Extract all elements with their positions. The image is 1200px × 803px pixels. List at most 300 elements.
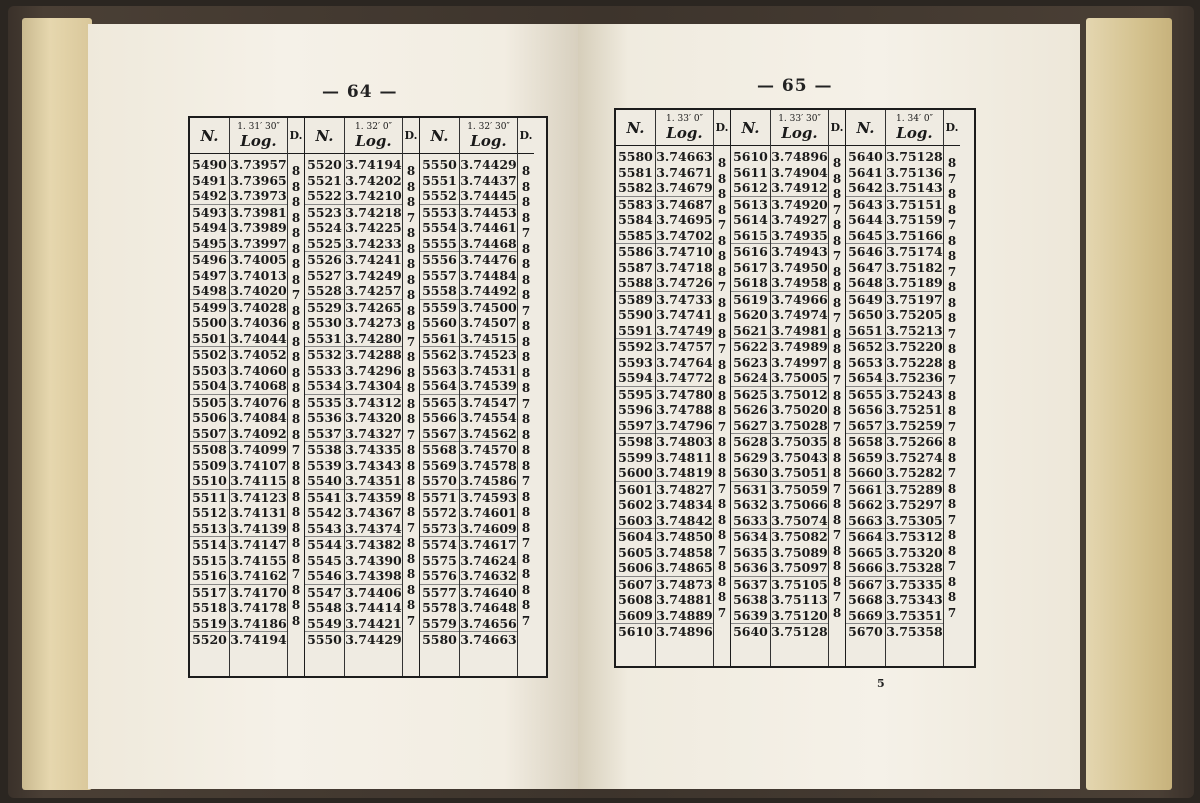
difference-cell: 8 [717, 512, 727, 527]
log-cell: 3.74578 [460, 457, 517, 473]
log-cell: 3.74265 [345, 299, 402, 315]
difference-cell: 8 [717, 202, 727, 217]
number-cell: 5607 [618, 576, 653, 592]
number-cell: 5610 [618, 624, 653, 639]
number-cell: 5521 [307, 172, 342, 188]
log-column [230, 118, 288, 676]
number-cell: 5625 [733, 386, 768, 402]
log-cell: 3.74099 [230, 442, 287, 457]
difference-cell: 7 [521, 536, 531, 550]
number-cell: 5555 [420, 236, 459, 253]
difference-column [944, 110, 960, 666]
number-cell: 5573 [420, 521, 459, 538]
log-cell: 3.74889 [656, 607, 713, 623]
number-cell: 5540 [305, 473, 344, 490]
difference-cell: 8 [832, 357, 842, 372]
difference-cell: 8 [291, 241, 301, 256]
log-cell: 3.74624 [460, 552, 517, 568]
log-cell: 3.74225 [345, 220, 402, 235]
number-cell: 5498 [190, 283, 229, 300]
log-cell: 3.74679 [656, 180, 713, 195]
log-cell: 3.74202 [345, 172, 402, 188]
difference-cell: 8 [406, 288, 416, 302]
log-cell: 3.74013 [230, 267, 287, 283]
log-cell: 3.75066 [771, 497, 828, 512]
log-cell: 3.74194 [345, 157, 402, 172]
log-cell: 3.74757 [656, 339, 713, 354]
number-cell: 5553 [422, 204, 457, 220]
log-header [230, 118, 287, 154]
number-cell: 5596 [618, 402, 653, 417]
table-column-group [846, 110, 960, 666]
log-cell: 3.74155 [230, 552, 287, 568]
number-cell: 5527 [307, 267, 342, 283]
difference-cell: 8 [717, 450, 727, 465]
difference-cell: 8 [406, 179, 416, 194]
number-cell: 5579 [420, 616, 459, 633]
log-cell: 3.75082 [771, 529, 828, 544]
log-cell: 3.74547 [460, 394, 517, 410]
n-header-label: N. [626, 118, 645, 137]
log-cell: 3.74632 [460, 568, 517, 583]
difference-cell: 7 [832, 419, 842, 434]
difference-cell: 8 [717, 528, 727, 542]
log-column [656, 110, 714, 666]
log-cell: 3.75259 [886, 417, 943, 433]
difference-cell: 7 [947, 512, 957, 527]
number-cell: 5533 [307, 362, 342, 378]
log-cell: 3.74842 [656, 512, 713, 528]
n-header [420, 118, 459, 154]
log-cell: 3.74958 [771, 275, 828, 290]
difference-cell: 8 [832, 187, 842, 201]
difference-cell: 8 [521, 210, 531, 225]
log-cell: 3.75097 [771, 560, 828, 575]
difference-cell: 8 [832, 404, 842, 418]
number-cell: 5610 [733, 149, 768, 164]
number-cell: 5631 [733, 481, 768, 497]
number-cell: 5551 [422, 172, 457, 188]
number-cell: 5495 [190, 236, 229, 253]
number-cell: 5608 [618, 592, 653, 607]
number-cell: 5580 [618, 149, 653, 164]
log-cell: 3.74796 [656, 417, 713, 433]
number-cell: 5586 [618, 244, 653, 259]
number-cell: 5659 [848, 449, 883, 465]
number-column [846, 110, 886, 666]
difference-cell: 8 [717, 264, 727, 279]
log-cell: 3.74476 [460, 252, 517, 267]
difference-cell: 8 [521, 412, 531, 426]
number-cell: 5534 [305, 378, 344, 395]
log-cell: 3.74437 [460, 172, 517, 188]
difference-cell: 8 [832, 574, 842, 589]
number-cell: 5507 [190, 426, 229, 443]
number-cell: 5536 [307, 410, 342, 425]
number-cell: 5575 [422, 552, 457, 568]
number-cell: 5563 [422, 362, 457, 378]
log-cell: 3.74492 [460, 283, 517, 298]
log-cell: 3.74429 [345, 632, 402, 647]
difference-cell: 7 [947, 466, 957, 480]
difference-cell: 8 [832, 264, 842, 279]
number-cell: 5539 [307, 457, 342, 473]
log-column [345, 118, 403, 676]
difference-cell: 8 [832, 543, 842, 558]
log-cell: 3.74233 [345, 235, 402, 251]
difference-cell: 8 [832, 559, 842, 573]
log-cell: 3.74241 [345, 252, 402, 267]
difference-cell: 8 [717, 295, 727, 310]
difference-cell: 8 [406, 551, 416, 566]
number-cell: 5651 [846, 323, 885, 340]
log-cell: 3.74068 [230, 378, 287, 393]
difference-cell: 8 [406, 164, 416, 178]
difference-cell: 8 [717, 574, 727, 589]
log-cell: 3.74273 [345, 315, 402, 330]
difference-cell: 8 [947, 249, 957, 263]
number-cell: 5506 [192, 410, 227, 425]
log-cell: 3.74896 [656, 624, 713, 639]
number-cell: 5600 [616, 465, 655, 482]
number-cell: 5503 [192, 362, 227, 378]
log-header-label: Log. [355, 131, 392, 150]
difference-cell: 7 [947, 171, 957, 186]
difference-cell: 7 [521, 226, 531, 240]
number-cell: 5516 [190, 568, 229, 585]
difference-cell: 8 [291, 598, 301, 612]
number-cell: 5592 [618, 339, 653, 354]
n-header [846, 110, 885, 146]
log-cell: 3.74803 [656, 434, 713, 449]
number-cell: 5576 [420, 568, 459, 585]
difference-cell: 8 [291, 164, 301, 178]
log-header [460, 118, 517, 154]
n-header-label: N. [741, 118, 760, 137]
log-cell: 3.74687 [656, 196, 713, 212]
number-cell: 5544 [307, 537, 342, 552]
log-cell: 3.74320 [345, 410, 402, 425]
difference-cell: 8 [832, 171, 842, 186]
number-cell: 5514 [192, 537, 227, 552]
number-cell: 5597 [616, 418, 655, 435]
log-cell: 3.75051 [771, 465, 828, 480]
d-header [518, 118, 534, 154]
log-cell: 3.74858 [656, 544, 713, 560]
number-cell: 5640 [733, 624, 768, 639]
log-cell: 3.74257 [345, 283, 402, 298]
difference-cell: 8 [521, 241, 531, 256]
number-cell: 5639 [731, 608, 770, 625]
difference-cell: 8 [717, 187, 727, 201]
difference-cell: 8 [291, 427, 301, 442]
number-cell: 5640 [848, 149, 883, 164]
difference-cell: 8 [291, 520, 301, 535]
number-cell: 5669 [846, 608, 885, 625]
difference-cell: 7 [291, 567, 301, 581]
number-cell: 5543 [305, 521, 344, 538]
number-cell: 5522 [305, 188, 344, 205]
log-cell: 3.74414 [345, 600, 402, 615]
difference-cell: 7 [832, 373, 842, 387]
log-cell: 3.75159 [886, 212, 943, 227]
difference-cell: 8 [521, 458, 531, 473]
log-cell: 3.74515 [460, 330, 517, 346]
number-cell: 5599 [618, 449, 653, 465]
log-cell: 3.74028 [230, 299, 287, 315]
log-cell: 3.74554 [460, 410, 517, 425]
number-column [420, 118, 460, 676]
difference-cell: 8 [521, 598, 531, 612]
number-cell: 5611 [733, 164, 768, 180]
log-cell: 3.74162 [230, 568, 287, 583]
d-header-label: D. [945, 121, 959, 134]
angle-label: 1. 33′ 30″ [778, 113, 821, 124]
difference-cell: 8 [406, 598, 416, 612]
log-cell: 3.74107 [230, 457, 287, 473]
log-cell: 3.75274 [886, 449, 943, 465]
log-cell: 3.74974 [771, 307, 828, 322]
number-cell: 5490 [192, 157, 227, 172]
log-cell: 3.74147 [230, 537, 287, 552]
number-cell: 5616 [733, 244, 768, 259]
log-cell: 3.75012 [771, 386, 828, 402]
log-cell: 3.74827 [656, 481, 713, 497]
log-cell: 3.75289 [886, 481, 943, 497]
number-cell: 5501 [190, 331, 229, 348]
number-cell: 5623 [733, 354, 768, 370]
difference-cell: 8 [406, 505, 416, 519]
difference-column [714, 110, 730, 666]
log-header-label: Log. [666, 123, 703, 142]
log-cell: 3.74671 [656, 164, 713, 180]
number-cell: 5572 [422, 505, 457, 520]
number-cell: 5561 [420, 331, 459, 348]
number-cell: 5564 [420, 378, 459, 395]
log-cell: 3.75343 [886, 592, 943, 607]
log-cell: 3.75166 [886, 227, 943, 243]
difference-cell: 8 [406, 567, 416, 581]
log-header [886, 110, 943, 146]
log-cell: 3.74531 [460, 362, 517, 378]
difference-cell: 8 [406, 257, 416, 271]
n-header [190, 118, 229, 154]
log-cell: 3.74741 [656, 307, 713, 322]
log-cell: 3.74912 [771, 180, 828, 195]
difference-cell: 7 [406, 520, 416, 535]
number-cell: 5646 [848, 244, 883, 259]
number-cell: 5532 [307, 347, 342, 362]
log-cell: 3.75305 [886, 512, 943, 528]
log-cell: 3.74453 [460, 204, 517, 220]
number-cell: 5505 [192, 394, 227, 410]
log-cell: 3.75005 [771, 370, 828, 385]
table-column-group [420, 118, 534, 676]
d-header [714, 110, 730, 146]
difference-cell: 8 [947, 574, 957, 589]
log-cell: 3.74304 [345, 378, 402, 393]
number-cell: 5569 [422, 457, 457, 473]
n-header [305, 118, 344, 154]
difference-cell: 8 [947, 311, 957, 325]
difference-cell: 7 [832, 311, 842, 325]
difference-cell: 8 [406, 474, 416, 488]
number-cell: 5531 [305, 331, 344, 348]
difference-cell: 7 [947, 373, 957, 387]
number-cell: 5529 [307, 299, 342, 315]
difference-cell: 8 [521, 551, 531, 566]
difference-cell: 8 [291, 505, 301, 519]
difference-cell: 8 [521, 195, 531, 209]
log-cell: 3.74539 [460, 378, 517, 393]
difference-cell: 8 [947, 202, 957, 217]
log-cell: 3.74663 [656, 149, 713, 164]
number-cell: 5496 [192, 252, 227, 267]
log-cell: 3.74570 [460, 442, 517, 457]
number-cell: 5574 [422, 537, 457, 552]
difference-cell: 8 [717, 404, 727, 418]
difference-cell: 8 [717, 357, 727, 372]
log-cell: 3.74523 [460, 347, 517, 362]
difference-cell: 8 [521, 443, 531, 457]
number-cell: 5632 [733, 497, 768, 512]
number-cell: 5624 [731, 370, 770, 387]
log-cell: 3.74507 [460, 315, 517, 330]
number-cell: 5606 [616, 560, 655, 577]
number-cell: 5648 [846, 275, 885, 292]
log-table-left [188, 116, 548, 678]
d-header-label: D. [715, 121, 729, 134]
table-column-group [616, 110, 731, 666]
log-cell: 3.75028 [771, 417, 828, 433]
log-cell: 3.74131 [230, 505, 287, 520]
d-header-label: D. [289, 129, 303, 142]
difference-cell: 8 [521, 365, 531, 380]
number-cell: 5513 [190, 521, 229, 538]
log-cell: 3.73957 [230, 157, 287, 172]
log-cell: 3.74036 [230, 315, 287, 330]
difference-cell: 8 [406, 241, 416, 256]
number-cell: 5589 [618, 291, 653, 307]
log-cell: 3.75120 [771, 607, 828, 623]
number-cell: 5617 [733, 259, 768, 275]
difference-cell: 8 [521, 489, 531, 504]
number-cell: 5535 [307, 394, 342, 410]
log-cell: 3.74819 [656, 465, 713, 480]
difference-cell: 8 [406, 226, 416, 240]
number-cell: 5519 [190, 616, 229, 633]
number-cell: 5658 [848, 434, 883, 449]
table-column-group [731, 110, 846, 666]
number-cell: 5510 [190, 473, 229, 490]
log-cell: 3.75105 [771, 576, 828, 592]
number-cell: 5545 [307, 552, 342, 568]
difference-cell: 8 [406, 412, 416, 426]
difference-cell: 8 [521, 505, 531, 519]
angle-label: 1. 33′ 0″ [666, 113, 703, 124]
log-cell: 3.74764 [656, 354, 713, 370]
log-cell: 3.74390 [345, 552, 402, 568]
difference-cell: 8 [291, 613, 301, 628]
d-header-label: D. [519, 129, 533, 142]
number-cell: 5588 [616, 275, 655, 292]
difference-cell: 7 [521, 303, 531, 318]
difference-cell: 8 [291, 474, 301, 488]
log-cell: 3.74005 [230, 252, 287, 267]
log-cell: 3.75328 [886, 560, 943, 575]
difference-cell: 7 [832, 590, 842, 604]
difference-cell: 8 [832, 388, 842, 403]
difference-cell: 7 [832, 528, 842, 542]
difference-cell: 8 [406, 365, 416, 380]
log-cell: 3.74115 [230, 473, 287, 488]
log-cell: 3.75182 [886, 259, 943, 275]
number-cell: 5662 [848, 497, 883, 512]
difference-cell: 8 [521, 179, 531, 194]
log-header-label: Log. [781, 123, 818, 142]
difference-cell: 8 [291, 412, 301, 426]
number-cell: 5558 [420, 283, 459, 300]
difference-cell: 8 [406, 582, 416, 597]
difference-cell: 7 [291, 443, 301, 457]
difference-cell: 8 [947, 528, 957, 542]
difference-cell: 8 [291, 381, 301, 395]
log-cell: 3.75151 [886, 196, 943, 212]
number-cell: 5565 [422, 394, 457, 410]
number-cell: 5550 [307, 632, 342, 647]
page-edges-right [1086, 18, 1172, 790]
log-cell: 3.74468 [460, 235, 517, 251]
log-header-label: Log. [896, 123, 933, 142]
number-cell: 5518 [192, 600, 227, 615]
log-cell: 3.74562 [460, 425, 517, 441]
number-cell: 5538 [307, 442, 342, 457]
number-cell: 5645 [846, 228, 885, 245]
difference-cell: 8 [521, 319, 531, 333]
number-cell: 5656 [848, 402, 883, 417]
log-cell: 3.74484 [460, 267, 517, 283]
number-cell: 5584 [618, 212, 653, 227]
number-cell: 5643 [848, 196, 883, 212]
log-cell: 3.75128 [771, 624, 828, 639]
difference-cell: 8 [291, 334, 301, 349]
log-cell: 3.74092 [230, 425, 287, 441]
log-cell: 3.75358 [886, 624, 943, 639]
number-cell: 5491 [192, 172, 227, 188]
n-header [616, 110, 655, 146]
number-cell: 5493 [192, 204, 227, 220]
log-cell: 3.75236 [886, 370, 943, 385]
log-cell: 3.74178 [230, 600, 287, 615]
number-cell: 5520 [307, 157, 342, 172]
log-cell: 3.74249 [345, 267, 402, 283]
log-cell: 3.75197 [886, 291, 943, 307]
number-cell: 5550 [422, 157, 457, 172]
angle-label: 1. 32′ 0″ [355, 121, 392, 132]
log-cell: 3.75312 [886, 529, 943, 544]
number-cell: 5512 [192, 505, 227, 520]
log-cell: 3.75136 [886, 164, 943, 180]
number-column [616, 110, 656, 666]
difference-cell: 7 [717, 543, 727, 558]
log-cell: 3.74020 [230, 283, 287, 298]
difference-cell: 7 [717, 342, 727, 356]
number-cell: 5571 [422, 489, 457, 505]
log-cell: 3.75189 [886, 275, 943, 290]
log-cell: 3.74052 [230, 347, 287, 362]
log-column [886, 110, 944, 666]
log-cell: 3.75113 [771, 592, 828, 607]
